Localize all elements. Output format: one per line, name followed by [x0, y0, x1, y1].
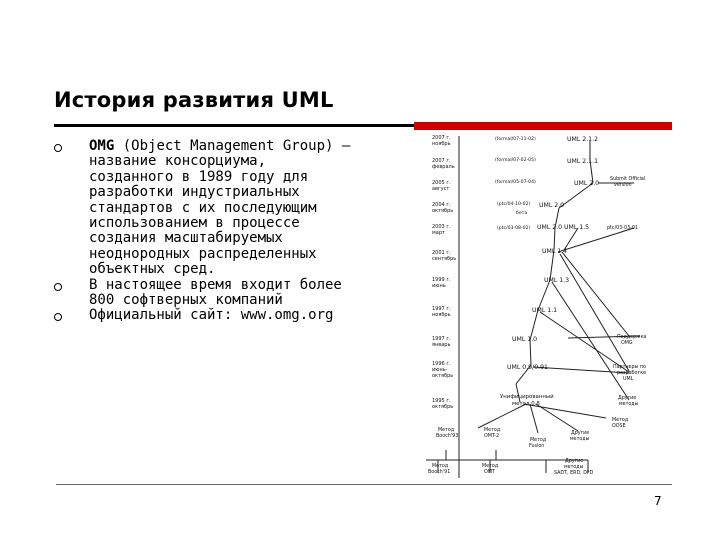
side-note: Поддержка OMG	[617, 335, 647, 346]
method-label: Метод Booch'91	[428, 464, 451, 475]
bullet-text: (Object Management Group) — название консорциума, созданного в 1989 году для разработки индустриальных стандартов с их последующим использованием в процессе создания масштабируемых неоднородных распределенных объектных сред.	[89, 138, 351, 278]
version-label: UML 2.0	[537, 224, 563, 231]
side-note: Партнеры по разработке UML	[613, 365, 647, 382]
bullet-list	[54, 139, 354, 324]
page-title: История развития UML	[54, 88, 334, 112]
date-label: 1997 г. январь	[432, 336, 451, 348]
version-label: UML 1.5	[564, 224, 590, 231]
version-label: UML 1.4	[542, 248, 568, 255]
footer-divider	[56, 484, 672, 485]
version-label: UML 1.0	[512, 336, 538, 343]
doc-ref: (formal/05-07-04)	[495, 180, 536, 185]
method-label: Метод OMT-2	[484, 428, 501, 439]
method-label: Метод Fusion	[529, 438, 547, 449]
bullet-item	[54, 278, 354, 309]
version-label: UML 2.1.2	[567, 136, 599, 143]
bullet-circle-icon	[54, 313, 62, 321]
method-label: Другие методы	[570, 431, 590, 442]
bullet-text: В настоящее время входит более 800 софтверных компаний	[89, 276, 342, 309]
version-label: UML 2.0	[574, 180, 600, 187]
date-label: 2001 г. сентябрь	[432, 250, 457, 262]
date-label: 1996 г. июнь-октябрь	[432, 361, 454, 379]
page-number: 7	[654, 494, 662, 508]
side-note: ptc/03-03-01	[607, 226, 638, 231]
doc-ref: бета	[516, 211, 528, 216]
version-label: UML 0.9/0.91	[507, 364, 548, 371]
version-label: UML 1.1	[532, 307, 558, 314]
side-note: Submit Official version	[610, 177, 646, 188]
version-label: UML 2.0	[539, 202, 565, 209]
side-note: Метод OOSE	[612, 418, 629, 429]
doc-ref: (formal/07-11-02)	[495, 137, 536, 142]
version-label: UML 1.3	[544, 277, 570, 284]
uml-history-diagram	[418, 128, 668, 480]
date-label: 1995 г. октябрь	[432, 398, 454, 410]
date-label: 2007 г. февраль	[432, 158, 455, 170]
date-label: 2005 г. август	[432, 180, 451, 192]
bullet-bold-term: OMG	[89, 138, 115, 154]
bullet-circle-icon	[54, 283, 62, 291]
method-label: Метод Booch'93	[436, 428, 459, 439]
doc-ref: (ptc/04-10-02)	[497, 202, 531, 207]
side-note: Другие методы	[618, 396, 639, 407]
unified-method-label: Унифицированный метод 0.8	[500, 394, 554, 407]
bullet-item	[54, 139, 354, 278]
title-underline	[54, 124, 414, 127]
doc-ref: (formal/07-02-05)	[495, 158, 536, 163]
method-label: Метод OMT	[482, 464, 499, 475]
date-label: 2003 г. март	[432, 224, 451, 236]
bullet-item	[54, 308, 354, 323]
bullet-circle-icon	[54, 144, 62, 152]
date-label: 2004 г. октябрь	[432, 202, 454, 214]
doc-ref: (ptc/03-08-02)	[497, 226, 531, 231]
date-label: 1999 г. июнь	[432, 277, 451, 289]
bullet-text: Официальный сайт: www.omg.org	[89, 307, 334, 324]
date-label: 1997 г. ноябрь	[432, 306, 451, 318]
date-label: 2007 г. ноябрь	[432, 135, 451, 147]
method-label: Другие методы SADT, ERD, DFD	[554, 459, 594, 476]
version-label: UML 2.1.1	[567, 158, 599, 165]
